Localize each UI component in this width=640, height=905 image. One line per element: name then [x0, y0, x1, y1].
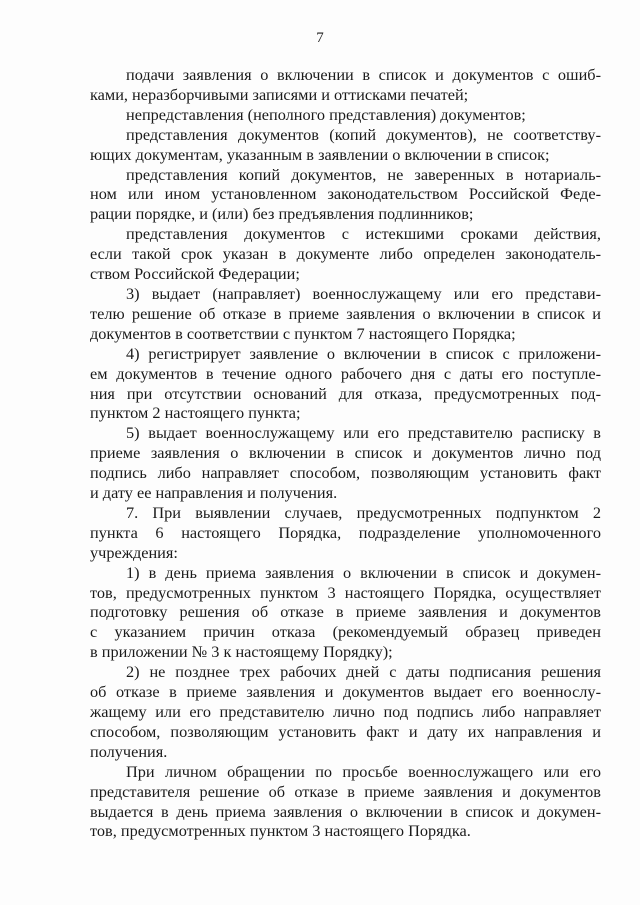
text-line: ния при отсутствии оснований для отказа, предусмотренных под- — [90, 383, 601, 403]
text-line: тов, предусмотренных пунктом 3 настоящего Порядка, осуществляет — [90, 582, 601, 602]
paragraph — [90, 65, 601, 105]
text-line: документов в соответствии с пунктом 7 настоящего Порядка; — [90, 323, 516, 343]
text-line: об отказе в приеме заявления и документов выдает его военнослу- — [90, 682, 601, 702]
paragraph — [90, 105, 601, 125]
text-line: ющих документам, указанным в заявлении о включении в список; — [90, 144, 550, 164]
text-line: с указанием причин отказа (рекомендуемый образец приведен — [90, 622, 601, 642]
paragraph — [90, 284, 601, 344]
text-line: подачи заявления о включении в список и документов с ошиб- — [126, 65, 601, 84]
text-line: учреждения: — [90, 542, 178, 562]
paragraph — [90, 503, 601, 563]
text-line: если такой срок указан в документе либо определен законодатель- — [90, 244, 601, 264]
text-line: подготовку решения об отказе в приеме заявления и документов — [90, 602, 601, 622]
text-line: 3) выдает (направляет) военнослужащему или его представи- — [126, 283, 601, 303]
paragraph — [90, 662, 601, 762]
text-line: ками, неразборчивыми записями и оттисками печатей; — [90, 84, 469, 104]
text-line: приеме заявления о включении в список и документов лично под — [90, 443, 601, 463]
text-line: подпись либо направляет способом, позволяющим установить факт — [90, 463, 601, 483]
text-line: 7. При выявлении случаев, предусмотренных подпунктом 2 — [126, 502, 601, 522]
text-line: представления копий документов, не заверенных в нотариаль- — [126, 164, 601, 184]
paragraph — [90, 344, 601, 424]
text-line: жащему или его представителю лично под подпись либо направляет — [90, 702, 601, 721]
text-line: ном или ином установленном законодательством Российской Феде- — [90, 184, 601, 204]
text-line: 5) выдает военнослужащему или его представителю расписку в — [126, 423, 601, 443]
text-line: тов, предусмотренных пунктом 3 настоящего Порядка. — [90, 821, 471, 841]
text-line: способом, позволяющим установить факт и дату их направления и — [90, 721, 601, 741]
page-number: 7 — [316, 30, 324, 46]
text-line: 4) регистрирует заявление о включении в список с приложени- — [126, 343, 601, 363]
paragraph — [90, 423, 601, 503]
paragraph — [90, 762, 601, 842]
text-line: представителя решение об отказе в приеме заявления и документов — [90, 781, 601, 801]
paragraph — [90, 125, 601, 165]
text-line: ем документов в течение одного рабочего дня с даты его поступле- — [90, 363, 601, 383]
text-line: пунктом 2 настоящего пункта; — [90, 403, 301, 423]
text-line: При личном обращении по просьбе военнослужащего или его — [126, 761, 601, 781]
text-line: 2) не позднее трех рабочих дней с даты подписания решения — [126, 662, 601, 682]
text-line: получения. — [90, 741, 168, 761]
text-line: выдается в день приема заявления о включении в список и докумен- — [90, 801, 601, 821]
text-line: рации порядке, и (или) без предъявления подлинников; — [90, 204, 474, 224]
paragraph — [90, 563, 601, 663]
document-body — [90, 65, 601, 841]
text-line: телю решение об отказе в приеме заявления о включении в список и — [90, 303, 601, 323]
text-line: представления документов с истекшими сроками действия, — [126, 224, 601, 244]
paragraph — [90, 224, 601, 284]
text-line: 1) в день приема заявления о включении в список и докумен- — [126, 562, 601, 582]
text-line: пункта 6 настоящего Порядка, подразделение уполномоченного — [90, 522, 601, 542]
text-line: ством Российской Федерации; — [90, 264, 300, 284]
text-line: непредставления (неполного представления) документов; — [126, 104, 526, 124]
text-line: представления документов (копий документов), не соответству- — [126, 124, 601, 144]
text-line: в приложении № 3 к настоящему Порядку); — [90, 642, 393, 662]
text-line: и дату ее направления и получения. — [90, 483, 338, 503]
paragraph — [90, 165, 601, 225]
